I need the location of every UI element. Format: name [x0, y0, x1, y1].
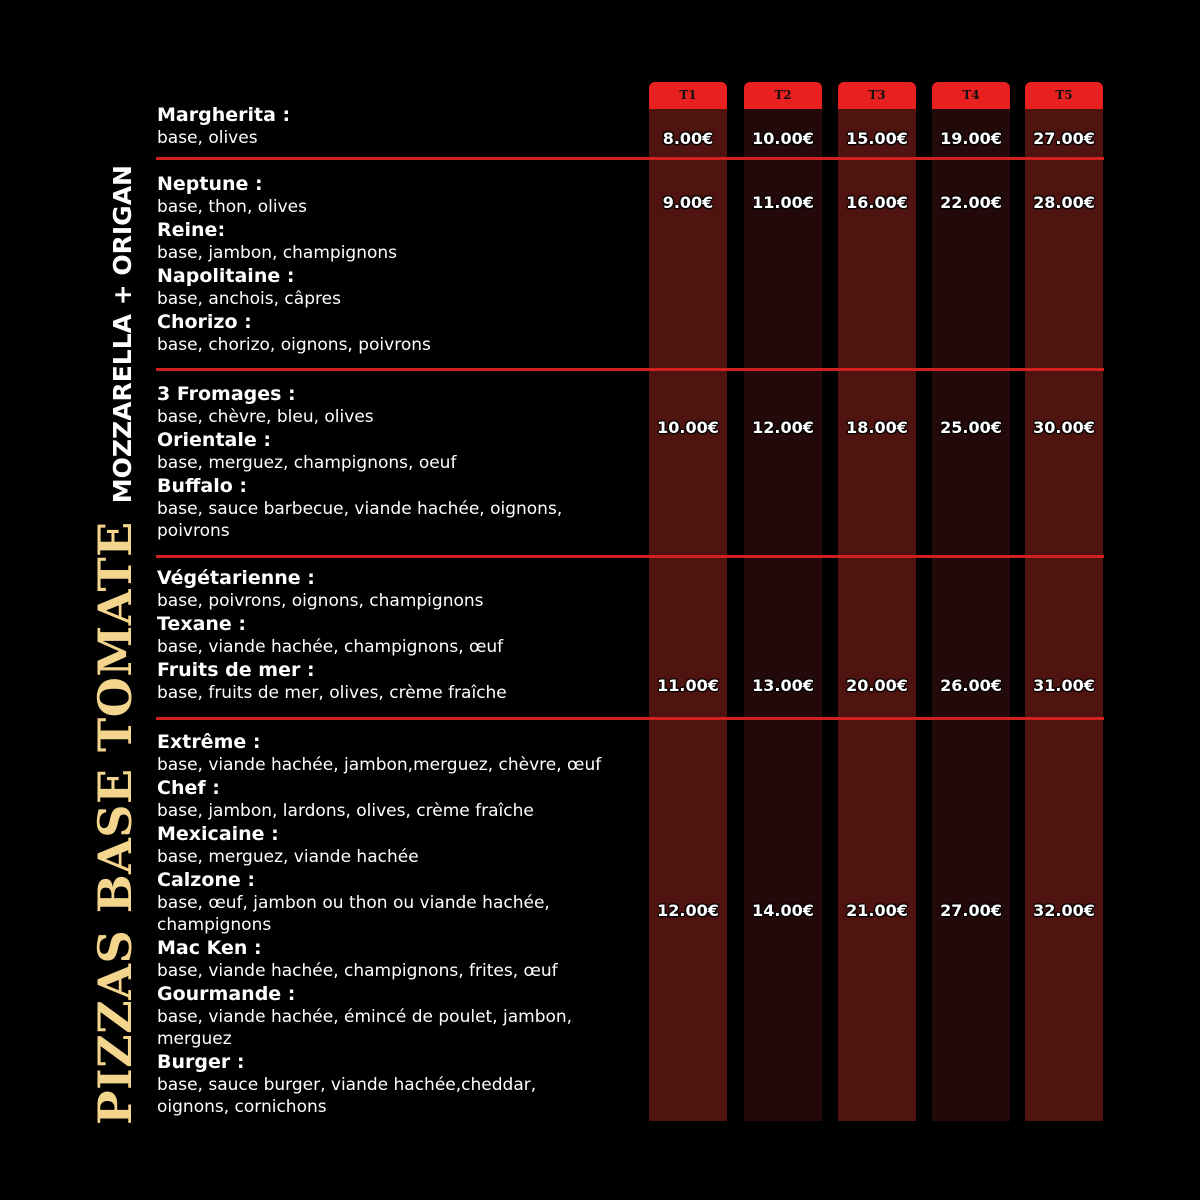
pizza-ingredients: base, olives	[157, 128, 258, 148]
price-t4: 22.00€	[940, 193, 1002, 212]
pizza-ingredients: base, merguez, champignons, oeuf	[157, 453, 457, 473]
pizza-group-4	[157, 566, 507, 704]
price-t2: 11.00€	[752, 193, 814, 212]
price-t5: 32.00€	[1033, 901, 1095, 920]
pizza-name: Buffalo :	[157, 475, 247, 497]
price-t2: 13.00€	[752, 676, 814, 695]
pizza-name: Mexicaine :	[157, 823, 279, 845]
price-t1: 12.00€	[657, 901, 719, 920]
pizza-ingredients: base, sauce barbecue, viande hachée, oignons, poivrons	[157, 499, 563, 541]
size-header-t1: T1	[649, 82, 727, 109]
price-t1: 11.00€	[657, 676, 719, 695]
pizza-name: Végétarienne :	[157, 567, 315, 589]
size-header-t3: T3	[838, 82, 916, 109]
pizza-name: Texane :	[157, 613, 247, 635]
pizza-name: Reine:	[157, 219, 226, 241]
price-t4: 27.00€	[940, 901, 1002, 920]
price-t3: 18.00€	[846, 418, 908, 437]
price-t3: 20.00€	[846, 676, 908, 695]
pizza-name: 3 Fromages :	[157, 383, 296, 405]
group-divider	[156, 368, 1104, 371]
group-divider	[156, 717, 1104, 720]
price-t5: 30.00€	[1033, 418, 1095, 437]
pizza-name: Napolitaine :	[157, 265, 295, 287]
pizza-name: Margherita :	[157, 104, 291, 126]
size-header-t2: T2	[744, 82, 822, 109]
pizza-ingredients: base, viande hachée, émincé de poulet, jambon, merguez	[157, 1007, 573, 1049]
price-t2: 14.00€	[752, 901, 814, 920]
size-column-t2	[744, 107, 822, 1121]
pizza-ingredients: base, viande hachée, jambon,merguez, chèvre, œuf	[157, 755, 602, 775]
pizza-ingredients: base, thon, olives	[157, 197, 307, 217]
price-t1: 8.00€	[662, 129, 714, 148]
group-divider	[156, 157, 1104, 160]
pizza-ingredients: base, jambon, lardons, olives, crème fraîche	[157, 801, 534, 821]
pizza-group-1	[157, 103, 290, 149]
pizza-name: Chorizo :	[157, 311, 252, 333]
price-t1: 9.00€	[662, 193, 714, 212]
pizza-name: Chef :	[157, 777, 220, 799]
pizza-ingredients: base, anchois, câpres	[157, 289, 341, 309]
pizza-name: Orientale :	[157, 429, 271, 451]
price-t1: 10.00€	[657, 418, 719, 437]
price-t4: 19.00€	[940, 129, 1002, 148]
pizza-ingredients: base, fruits de mer, olives, crème fraîche	[157, 683, 507, 703]
pizza-ingredients: base, œuf, jambon ou thon ou viande hachée, champignons	[157, 893, 550, 935]
pizza-ingredients: base, sauce burger, viande hachée,cheddar, oignons, cornichons	[157, 1075, 537, 1117]
pizza-group-5	[157, 730, 601, 1118]
price-t5: 31.00€	[1033, 676, 1095, 695]
price-t3: 21.00€	[846, 901, 908, 920]
pizza-group-3	[157, 382, 577, 542]
price-t3: 16.00€	[846, 193, 908, 212]
pizza-ingredients: base, viande hachée, champignons, œuf	[157, 637, 504, 657]
price-t4: 26.00€	[940, 676, 1002, 695]
pizza-name: Gourmande :	[157, 983, 296, 1005]
size-column-t3	[838, 107, 916, 1121]
price-t2: 12.00€	[752, 418, 814, 437]
size-header-t4: T4	[932, 82, 1010, 109]
pizza-ingredients: base, poivrons, oignons, champignons	[157, 591, 484, 611]
size-column-t1	[649, 107, 727, 1121]
pizza-name: Extrême :	[157, 731, 261, 753]
pizza-name: Fruits de mer :	[157, 659, 315, 681]
group-divider	[156, 555, 1104, 558]
price-t2: 10.00€	[752, 129, 814, 148]
pizza-ingredients: base, merguez, viande hachée	[157, 847, 419, 867]
pizza-name: Burger :	[157, 1051, 245, 1073]
price-t3: 15.00€	[846, 129, 908, 148]
pizza-ingredients: base, jambon, champignons	[157, 243, 398, 263]
size-column-t4	[932, 107, 1010, 1121]
pizza-group-2	[157, 172, 431, 356]
pizza-ingredients: base, viande hachée, champignons, frites, œuf	[157, 961, 558, 981]
pizza-name: Calzone :	[157, 869, 256, 891]
price-t5: 28.00€	[1033, 193, 1095, 212]
pizza-ingredients: base, chorizo, oignons, poivrons	[157, 335, 431, 355]
pizza-name: Neptune :	[157, 173, 263, 195]
menu-title-sub: MOZZARELLA + ORIGAN	[108, 165, 137, 504]
price-t5: 27.00€	[1033, 129, 1095, 148]
size-column-t5	[1025, 107, 1103, 1121]
price-t4: 25.00€	[940, 418, 1002, 437]
menu-title	[88, 165, 142, 1125]
pizza-name: Mac Ken :	[157, 937, 262, 959]
menu-title-main: PIZZAS BASE TOMATE	[88, 521, 142, 1125]
size-header-t5: T5	[1025, 82, 1103, 109]
pizza-ingredients: base, chèvre, bleu, olives	[157, 407, 374, 427]
